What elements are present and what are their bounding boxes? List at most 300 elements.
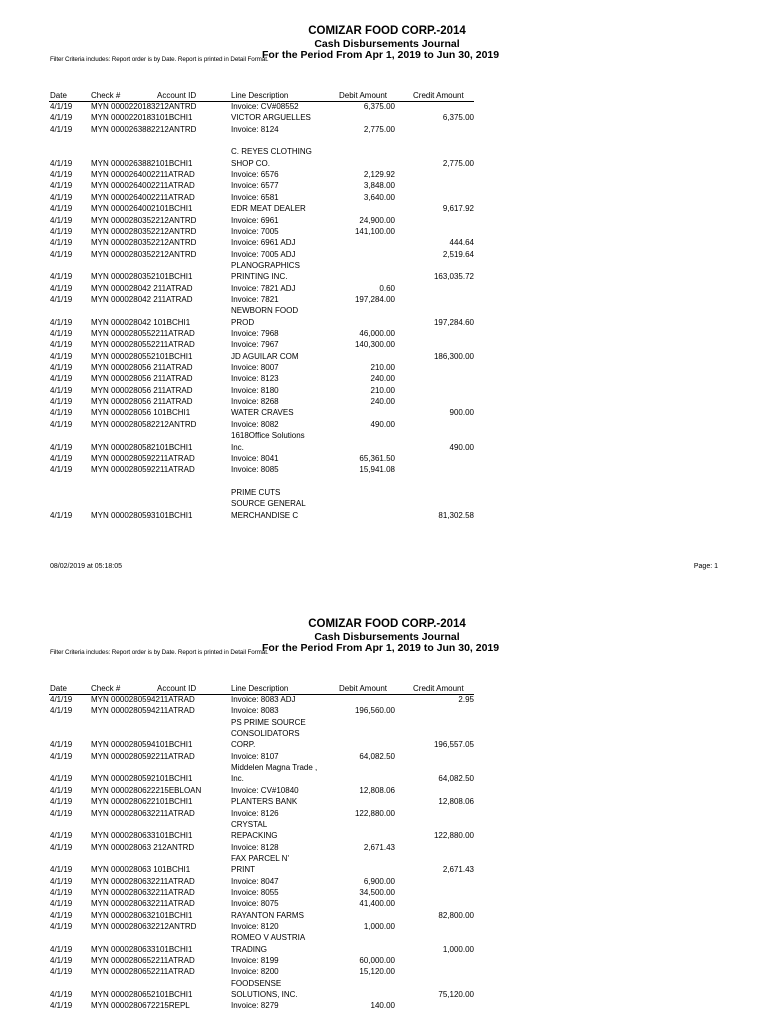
row-description: Invoice: 8126 [231, 808, 279, 818]
table-row [0, 147, 768, 157]
row-check-account: MYN 000028063 101BCHI1 [91, 865, 191, 875]
period-line: For the Period From Apr 1, 2019 to Jun 30, 2019 [262, 642, 500, 654]
row-check-account: MYN 000028056 101BCHI1 [91, 408, 191, 418]
row-check-account: MYN 000028056 211ATRAD [91, 385, 193, 395]
row-check-account: MYN 0000280594211ATRAD [91, 695, 195, 704]
row-credit: 9,617.92 [442, 204, 474, 214]
table-row [0, 877, 768, 887]
table-row [0, 318, 768, 328]
row-check-account: MYN 0000280592211ATRAD [91, 465, 195, 475]
row-credit: 64,082.50 [438, 774, 474, 784]
row-description: Invoice: 8082 [231, 419, 279, 429]
row-description: Invoice: 6576 [231, 170, 279, 180]
row-description: Invoice: 7967 [231, 340, 279, 350]
row-date: 4/1/19 [50, 238, 73, 248]
table-row [0, 922, 768, 932]
row-description: Invoice: 8007 [231, 363, 279, 373]
row-description: 1618Office Solutions [231, 431, 305, 441]
table-row [0, 125, 768, 135]
row-check-account: MYN 0000280593101BCHI1 [91, 510, 193, 520]
table-row [0, 465, 768, 475]
row-description: Invoice: 7005 [231, 226, 279, 236]
row-date: 4/1/19 [50, 510, 73, 520]
row-date: 4/1/19 [50, 944, 73, 954]
row-description: Middelen Magna Trade , [231, 763, 318, 773]
row-date: 4/1/19 [50, 956, 73, 966]
header-check: Check # [91, 684, 121, 693]
row-debit: 196,560.00 [354, 706, 395, 716]
row-description: Invoice: 8041 [231, 453, 279, 463]
row-description: Invoice: 8055 [231, 887, 279, 897]
row-description: Invoice: CV#08552 [231, 102, 299, 111]
row-description: FOODSENSE [231, 978, 282, 988]
table-row [0, 718, 768, 728]
table-row [0, 408, 768, 418]
row-check-account: MYN 0000263882101BCHI1 [91, 158, 193, 168]
table-row [0, 899, 768, 909]
row-description: TRADING [231, 944, 267, 954]
row-description: Invoice: 8128 [231, 842, 279, 852]
row-description: PLANOGRAPHICS [231, 260, 300, 270]
row-description: FAX PARCEL N' [231, 853, 289, 863]
row-debit: 65,361.50 [359, 453, 395, 463]
row-debit: 6,900.00 [363, 876, 395, 886]
row-date: 4/1/19 [50, 695, 73, 704]
row-date: 4/1/19 [50, 215, 73, 225]
row-date: 4/1/19 [50, 922, 73, 931]
table-row [0, 216, 768, 226]
row-description: PLANTERS BANK [231, 797, 298, 807]
row-check-account: MYN 0000280633101BCHI1 [91, 944, 193, 954]
row-date: 4/1/19 [50, 408, 73, 418]
row-credit: 1,000.00 [442, 944, 474, 954]
row-check-account: MYN 0000264002101BCHI1 [91, 204, 193, 214]
table-row [0, 831, 768, 841]
row-description: Invoice: 8107 [231, 751, 279, 761]
table-row [0, 945, 768, 955]
row-credit: 197,284.60 [433, 317, 474, 327]
row-check-account: MYN 0000280632211ATRAD [91, 887, 195, 897]
table-row [0, 979, 768, 989]
row-debit: 140.00 [370, 1001, 395, 1011]
row-check-account: MYN 0000280352212ANTRD [91, 215, 197, 225]
table-row [0, 706, 768, 716]
row-debit: 122,880.00 [354, 808, 395, 818]
row-description: REPACKING [231, 831, 278, 841]
row-date: 4/1/19 [50, 385, 73, 395]
table-row [0, 420, 768, 430]
filter-criteria: Filter Criteria includes: Report order is by Date. Report is printed in Detail Format. [50, 56, 269, 63]
row-date: 4/1/19 [50, 740, 73, 750]
row-credit: 81,302.58 [438, 510, 474, 520]
row-description: Invoice: 8199 [231, 956, 279, 966]
row-date: 4/1/19 [50, 967, 73, 977]
table-row [0, 967, 768, 977]
row-date: 4/1/19 [50, 329, 73, 338]
row-date: 4/1/19 [50, 204, 73, 214]
row-description: Invoice: 8075 [231, 899, 279, 909]
row-check-account: MYN 000028056 211ATRAD [91, 397, 193, 407]
journal-title: Cash Disbursements Journal [314, 631, 460, 643]
row-debit: 34,500.00 [359, 887, 395, 897]
row-description: Invoice: 6581 [231, 192, 279, 202]
header-credit: Credit Amount [413, 91, 464, 100]
row-check-account: MYN 000028056 211ATRAD [91, 374, 193, 384]
row-credit: 122,880.00 [433, 831, 474, 841]
row-credit: 2,519.64 [442, 249, 474, 259]
row-check-account: MYN 0000280592211ATRAD [91, 453, 195, 463]
row-credit: 82,800.00 [438, 910, 474, 920]
column-header [49, 91, 474, 102]
row-credit: 2,775.00 [442, 158, 474, 168]
row-description: Inc. [231, 774, 244, 784]
row-description: CRYSTAL [231, 819, 268, 829]
table-row [0, 797, 768, 807]
header-description: Line Description [231, 91, 289, 100]
table-row [0, 329, 768, 339]
table-row [0, 454, 768, 464]
filter-criteria: Filter Criteria includes: Report order is by Date. Report is printed in Detail Format. [50, 649, 269, 656]
row-credit: 186,300.00 [433, 351, 474, 361]
row-date: 4/1/19 [50, 751, 73, 761]
row-credit: 490.00 [449, 442, 474, 452]
row-description: CORP. [231, 740, 256, 750]
row-description: Invoice: 7821 [231, 294, 279, 304]
row-debit: 2,671.43 [363, 842, 395, 852]
row-check-account: MYN 0000280592211ATRAD [91, 751, 195, 761]
table-row [0, 740, 768, 750]
row-debit: 490.00 [370, 419, 395, 429]
table-row [0, 250, 768, 260]
row-description: VICTOR ARGUELLES [231, 113, 311, 123]
table-row [0, 820, 768, 830]
table-row [0, 431, 768, 441]
row-debit: 140,300.00 [354, 340, 395, 350]
table-row [0, 227, 768, 237]
row-credit: 6,375.00 [442, 113, 474, 123]
row-date: 4/1/19 [50, 419, 73, 429]
row-check-account: MYN 0000220183101BCHI1 [91, 113, 193, 123]
row-date: 4/1/19 [50, 374, 73, 384]
row-date: 4/1/19 [50, 785, 73, 795]
row-credit: 12,808.06 [438, 797, 474, 807]
column-header [49, 684, 474, 695]
row-date: 4/1/19 [50, 170, 73, 180]
row-debit: 46,000.00 [359, 329, 395, 338]
row-check-account: MYN 0000264002211ATRAD [91, 192, 195, 202]
row-description: Invoice: 8120 [231, 922, 279, 931]
table-row [0, 284, 768, 294]
row-description: Invoice: 6961 ADJ [231, 238, 296, 248]
row-description: Invoice: 6577 [231, 181, 279, 191]
row-debit: 2,129.92 [363, 170, 395, 180]
row-description: SOURCE GENERAL [231, 499, 306, 509]
row-date: 4/1/19 [50, 283, 73, 293]
row-check-account: MYN 000028063 212ANTRD [91, 842, 195, 852]
row-date: 4/1/19 [50, 249, 73, 259]
row-debit: 240.00 [370, 397, 395, 407]
row-description: Invoice: 8124 [231, 124, 279, 134]
table-row [0, 306, 768, 316]
header-account: Account ID [157, 684, 197, 693]
row-description: Invoice: 8200 [231, 967, 279, 977]
row-credit: 444.64 [449, 238, 474, 248]
row-check-account: MYN 000028042 211ATRAD [91, 294, 193, 304]
table-row [0, 193, 768, 203]
table-row [0, 695, 768, 705]
row-check-account: MYN 0000280632211ATRAD [91, 899, 195, 909]
table-row [0, 477, 768, 487]
row-description: Invoice: 8083 ADJ [231, 695, 296, 704]
row-credit: 163,035.72 [433, 272, 474, 282]
row-credit: 2,671.43 [442, 865, 474, 875]
row-description: Inc. [231, 442, 244, 452]
row-check-account: MYN 0000264002211ATRAD [91, 170, 195, 180]
row-check-account: MYN 0000280632101BCHI1 [91, 910, 193, 920]
table-row [0, 204, 768, 214]
row-description: PRIME CUTS [231, 487, 281, 497]
row-date: 4/1/19 [50, 158, 73, 168]
row-date: 4/1/19 [50, 774, 73, 784]
row-date: 4/1/19 [50, 351, 73, 361]
row-credit: 2.95 [458, 695, 474, 704]
row-check-account: MYN 0000280652211ATRAD [91, 956, 195, 966]
row-date: 4/1/19 [50, 465, 73, 475]
row-date: 4/1/19 [50, 865, 73, 875]
row-description: CONSOLIDATORS [231, 729, 300, 739]
row-check-account: MYN 0000264002211ATRAD [91, 181, 195, 191]
row-date: 4/1/19 [50, 842, 73, 852]
row-check-account: MYN 0000280622101BCHI1 [91, 797, 193, 807]
table-row [0, 113, 768, 123]
row-date: 4/1/19 [50, 706, 73, 716]
table-row [0, 136, 768, 146]
table-row [0, 843, 768, 853]
row-check-account: MYN 000028042 101BCHI1 [91, 317, 191, 327]
row-check-account: MYN 0000280552211ATRAD [91, 340, 195, 350]
table-row [0, 865, 768, 875]
row-description: JD AGUILAR COM [231, 351, 299, 361]
row-check-account: MYN 0000280652211ATRAD [91, 967, 195, 977]
row-description: Invoice: 8047 [231, 876, 279, 886]
row-date: 4/1/19 [50, 910, 73, 920]
row-date: 4/1/19 [50, 272, 73, 282]
row-description: ROMEO V AUSTRIA [231, 933, 306, 943]
header-debit: Debit Amount [339, 684, 388, 693]
row-credit: 75,120.00 [438, 990, 474, 1000]
row-description: PROD [231, 317, 255, 327]
table-row [0, 488, 768, 498]
row-check-account: MYN 0000280632211ATRAD [91, 808, 195, 818]
table-row [0, 272, 768, 282]
row-description: SHOP CO. [231, 158, 270, 168]
row-debit: 3,640.00 [363, 192, 395, 202]
row-debit: 24,900.00 [359, 215, 395, 225]
row-check-account: MYN 0000280594101BCHI1 [91, 740, 193, 750]
table-row [0, 809, 768, 819]
table-row [0, 238, 768, 248]
row-check-account: MYN 0000280552101BCHI1 [91, 351, 193, 361]
row-check-account: MYN 0000280352101BCHI1 [91, 272, 193, 282]
row-description: NEWBORN FOOD [231, 306, 299, 316]
header-description: Line Description [231, 684, 289, 693]
row-debit: 12,808.06 [359, 785, 395, 795]
row-date: 4/1/19 [50, 397, 73, 407]
row-check-account: MYN 0000280632211ATRAD [91, 876, 195, 886]
row-check-account: MYN 0000280592101BCHI1 [91, 774, 193, 784]
row-credit: 196,557.05 [433, 740, 474, 750]
journal-title: Cash Disbursements Journal [314, 38, 460, 50]
header-check: Check # [91, 91, 121, 100]
table-row [0, 340, 768, 350]
row-debit: 2,775.00 [363, 124, 395, 134]
row-date: 4/1/19 [50, 899, 73, 909]
row-description: Invoice: 7005 ADJ [231, 249, 296, 259]
row-debit: 240.00 [370, 374, 395, 384]
row-description: Invoice: 8083 [231, 706, 279, 716]
row-description: Invoice: 7821 ADJ [231, 283, 296, 293]
header-date: Date [50, 91, 67, 100]
header-account: Account ID [157, 91, 197, 100]
row-description: Invoice: 6961 [231, 215, 279, 225]
table-row [0, 397, 768, 407]
table-row [0, 499, 768, 509]
row-date: 4/1/19 [50, 1001, 73, 1011]
header-credit: Credit Amount [413, 684, 464, 693]
row-date: 4/1/19 [50, 808, 73, 818]
period-line: For the Period From Apr 1, 2019 to Jun 30, 2019 [262, 49, 500, 61]
row-date: 4/1/19 [50, 181, 73, 191]
row-check-account: MYN 0000280594211ATRAD [91, 706, 195, 716]
table-row [0, 854, 768, 864]
row-description: Invoice: 8268 [231, 397, 279, 407]
row-debit: 3,848.00 [363, 181, 395, 191]
row-debit: 6,375.00 [363, 102, 395, 111]
row-description: Invoice: 8085 [231, 465, 279, 475]
table-row [0, 763, 768, 773]
row-date: 4/1/19 [50, 453, 73, 463]
row-description: SOLUTIONS, INC. [231, 990, 298, 1000]
row-description: PRINT [231, 865, 255, 875]
row-date: 4/1/19 [50, 294, 73, 304]
row-description: EDR MEAT DEALER [231, 204, 306, 214]
row-debit: 1,000.00 [363, 922, 395, 931]
table-row [0, 443, 768, 453]
page-number: Page: 1 [693, 563, 718, 570]
table-row [0, 990, 768, 1000]
row-check-account: MYN 000028042 211ATRAD [91, 283, 193, 293]
row-check-account: MYN 0000280582212ANTRD [91, 419, 197, 429]
row-check-account: MYN 0000280582101BCHI1 [91, 442, 193, 452]
row-check-account: MYN 0000280552211ATRAD [91, 329, 195, 338]
row-check-account: MYN 0000280352212ANTRD [91, 226, 197, 236]
row-check-account: MYN 0000280633101BCHI1 [91, 831, 193, 841]
row-check-account: MYN 0000263882212ANTRD [91, 124, 197, 134]
row-check-account: MYN 0000280622215EBLOAN [91, 785, 202, 795]
row-debit: 210.00 [370, 385, 395, 395]
table-row [0, 752, 768, 762]
row-debit: 210.00 [370, 363, 395, 373]
row-date: 4/1/19 [50, 226, 73, 236]
table-row [0, 911, 768, 921]
table-row [0, 261, 768, 271]
row-check-account: MYN 0000280352212ANTRD [91, 249, 197, 259]
row-date: 4/1/19 [50, 363, 73, 373]
table-row [0, 729, 768, 739]
table-row [0, 363, 768, 373]
table-row [0, 1001, 768, 1011]
row-check-account: MYN 0000280632212ANTRD [91, 922, 197, 931]
row-description: Invoice: CV#10840 [231, 785, 299, 795]
table-row [0, 170, 768, 180]
row-date: 4/1/19 [50, 887, 73, 897]
row-description: PRINTING INC. [231, 272, 288, 282]
row-description: C. REYES CLOTHING [231, 147, 312, 157]
company-name: COMIZAR FOOD CORP.-2014 [308, 25, 466, 37]
row-check-account: MYN 0000280672215REPL [91, 1001, 190, 1011]
header-debit: Debit Amount [339, 91, 388, 100]
table-row [0, 295, 768, 305]
row-date: 4/1/19 [50, 340, 73, 350]
row-date: 4/1/19 [50, 124, 73, 134]
row-debit: 41,400.00 [359, 899, 395, 909]
row-check-account: MYN 0000280652101BCHI1 [91, 990, 193, 1000]
row-description: Invoice: 8180 [231, 385, 279, 395]
table-row [0, 386, 768, 396]
table-row [0, 956, 768, 966]
table-row [0, 102, 768, 112]
row-date: 4/1/19 [50, 317, 73, 327]
row-date: 4/1/19 [50, 102, 73, 111]
row-description: RAYANTON FARMS [231, 910, 304, 920]
row-date: 4/1/19 [50, 831, 73, 841]
row-date: 4/1/19 [50, 192, 73, 202]
row-debit: 64,082.50 [359, 751, 395, 761]
row-description: MERCHANDISE C [231, 510, 299, 520]
row-description: Invoice: 8123 [231, 374, 279, 384]
row-debit: 141,100.00 [354, 226, 395, 236]
print-timestamp: 08/02/2019 at 05:18:05 [50, 563, 123, 570]
row-check-account: MYN 0000220183212ANTRD [91, 102, 197, 111]
row-debit: 60,000.00 [359, 956, 395, 966]
row-date: 4/1/19 [50, 442, 73, 452]
row-debit: 197,284.00 [354, 294, 395, 304]
table-row [0, 352, 768, 362]
table-row [0, 933, 768, 943]
row-check-account: MYN 000028056 211ATRAD [91, 363, 193, 373]
row-debit: 0.60 [379, 283, 395, 293]
table-row [0, 786, 768, 796]
row-date: 4/1/19 [50, 113, 73, 123]
row-credit: 900.00 [449, 408, 474, 418]
row-date: 4/1/19 [50, 797, 73, 807]
row-debit: 15,941.08 [359, 465, 395, 475]
table-row [0, 511, 768, 521]
row-check-account: MYN 0000280352212ANTRD [91, 238, 197, 248]
company-name: COMIZAR FOOD CORP.-2014 [308, 618, 466, 630]
table-row [0, 159, 768, 169]
table-row [0, 888, 768, 898]
row-date: 4/1/19 [50, 990, 73, 1000]
table-row [0, 774, 768, 784]
row-description: Invoice: 8279 [231, 1001, 279, 1011]
row-date: 4/1/19 [50, 876, 73, 886]
row-debit: 15,120.00 [359, 967, 395, 977]
table-row [0, 181, 768, 191]
row-description: WATER CRAVES [231, 408, 294, 418]
row-description: Invoice: 7968 [231, 329, 279, 338]
header-date: Date [50, 684, 67, 693]
